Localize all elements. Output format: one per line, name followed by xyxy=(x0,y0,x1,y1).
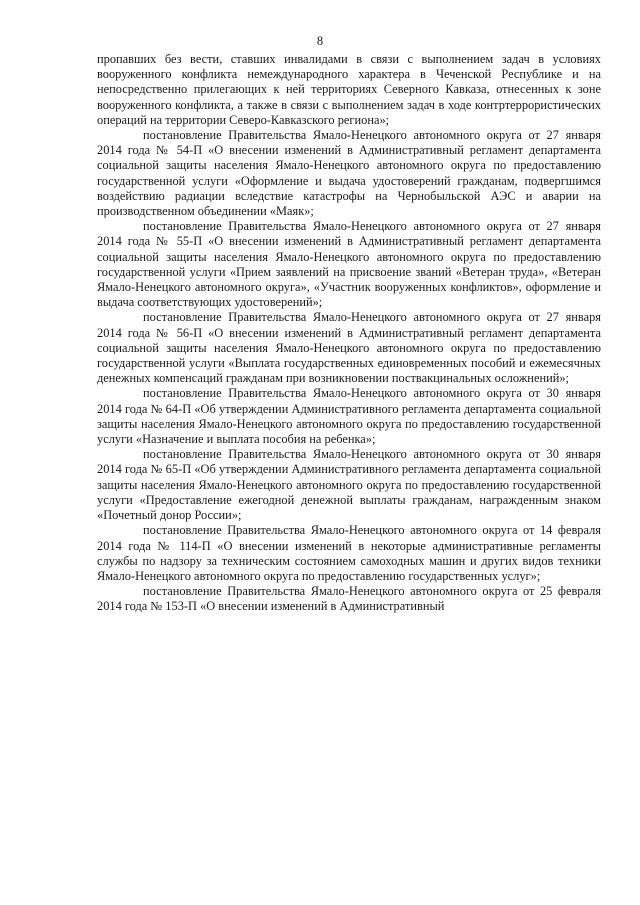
paragraph-resolution-54p: постановление Правительства Ямало-Ненецкого автономного округа от 27 января 2014 года № 54-П «О внесении изменений в Административный регламент департамента социальной защиты населения Ямало-Ненецкого автономного округа по предоставлению государственной услуги «Оформление и выдача удостоверений гражданам, подвергшимся воздействию радиации вследствие катастрофы на Чернобыльской АЭС и аварии на производственном объединении «Маяк»; xyxy=(97,128,601,219)
document-body xyxy=(97,52,601,615)
paragraph-resolution-64p: постановление Правительства Ямало-Ненецкого автономного округа от 30 января 2014 года № 64-П «Об утверждении Административного регламента департамента социальной защиты населения Ямало-Ненецкого автономного округа по предоставлению государственной услуги «Назначение и выплата пособия на ребенка»; xyxy=(97,386,601,447)
paragraph-resolution-65p: постановление Правительства Ямало-Ненецкого автономного округа от 30 января 2014 года № 65-П «Об утверждении Административного регламента департамента социальной защиты населения Ямало-Ненецкого автономного округа по предоставлению государственной услуги «Предоставление ежегодной денежной выплаты гражданам, награжденным знаком «Почетный донор России»; xyxy=(97,447,601,523)
paragraph-resolution-114p: постановление Правительства Ямало-Ненецкого автономного округа от 14 февраля 2014 года № 114-П «О внесении изменений в некоторые административные регламенты службы по надзору за техническим состоянием самоходных машин и других видов техники Ямало-Ненецкого автономного округа по предоставлению государственных услуг»; xyxy=(97,523,601,583)
page-number: 8 xyxy=(316,34,324,48)
paragraph-resolution-153p: постановление Правительства Ямало-Ненецкого автономного округа от 25 февраля 2014 года № 153-П «О внесении изменений в Административный xyxy=(97,584,601,614)
paragraph-resolution-55p: постановление Правительства Ямало-Ненецкого автономного округа от 27 января 2014 года № 55-П «О внесении изменений в Административный регламент департамента социальной защиты населения Ямало-Ненецкого автономного округа по предоставлению государственной услуги «Прием заявлений на присвоение званий «Ветеран труда», «Ветеран Ямало-Ненецкого автономного округа», «Участник вооруженных конфликтов», оформление и выдача соответствующих удостоверений»; xyxy=(97,219,601,310)
paragraph-resolution-56p: постановление Правительства Ямало-Ненецкого автономного округа от 27 января 2014 года № 56-П «О внесении изменений в Административный регламент департамента социальной защиты населения Ямало-Ненецкого автономного округа по предоставлению государственной услуги «Выплата государственных единовременных пособий и ежемесячных денежных компенсаций гражданам при возникновении поствакцинальных осложнений»; xyxy=(97,310,601,386)
paragraph-continuation: пропавших без вести, ставших инвалидами в связи с выполнением задач в условиях вооруженного конфликта немеждународного характера в Чеченской Республике и на непосредственно прилегающих к ней территориях Северного Кавказа, отнесенных к зоне вооруженного конфликта, а также в связи с выполнением задач в ходе контртеррористических операций на территории Северо-Кавказского региона»; xyxy=(97,52,601,127)
